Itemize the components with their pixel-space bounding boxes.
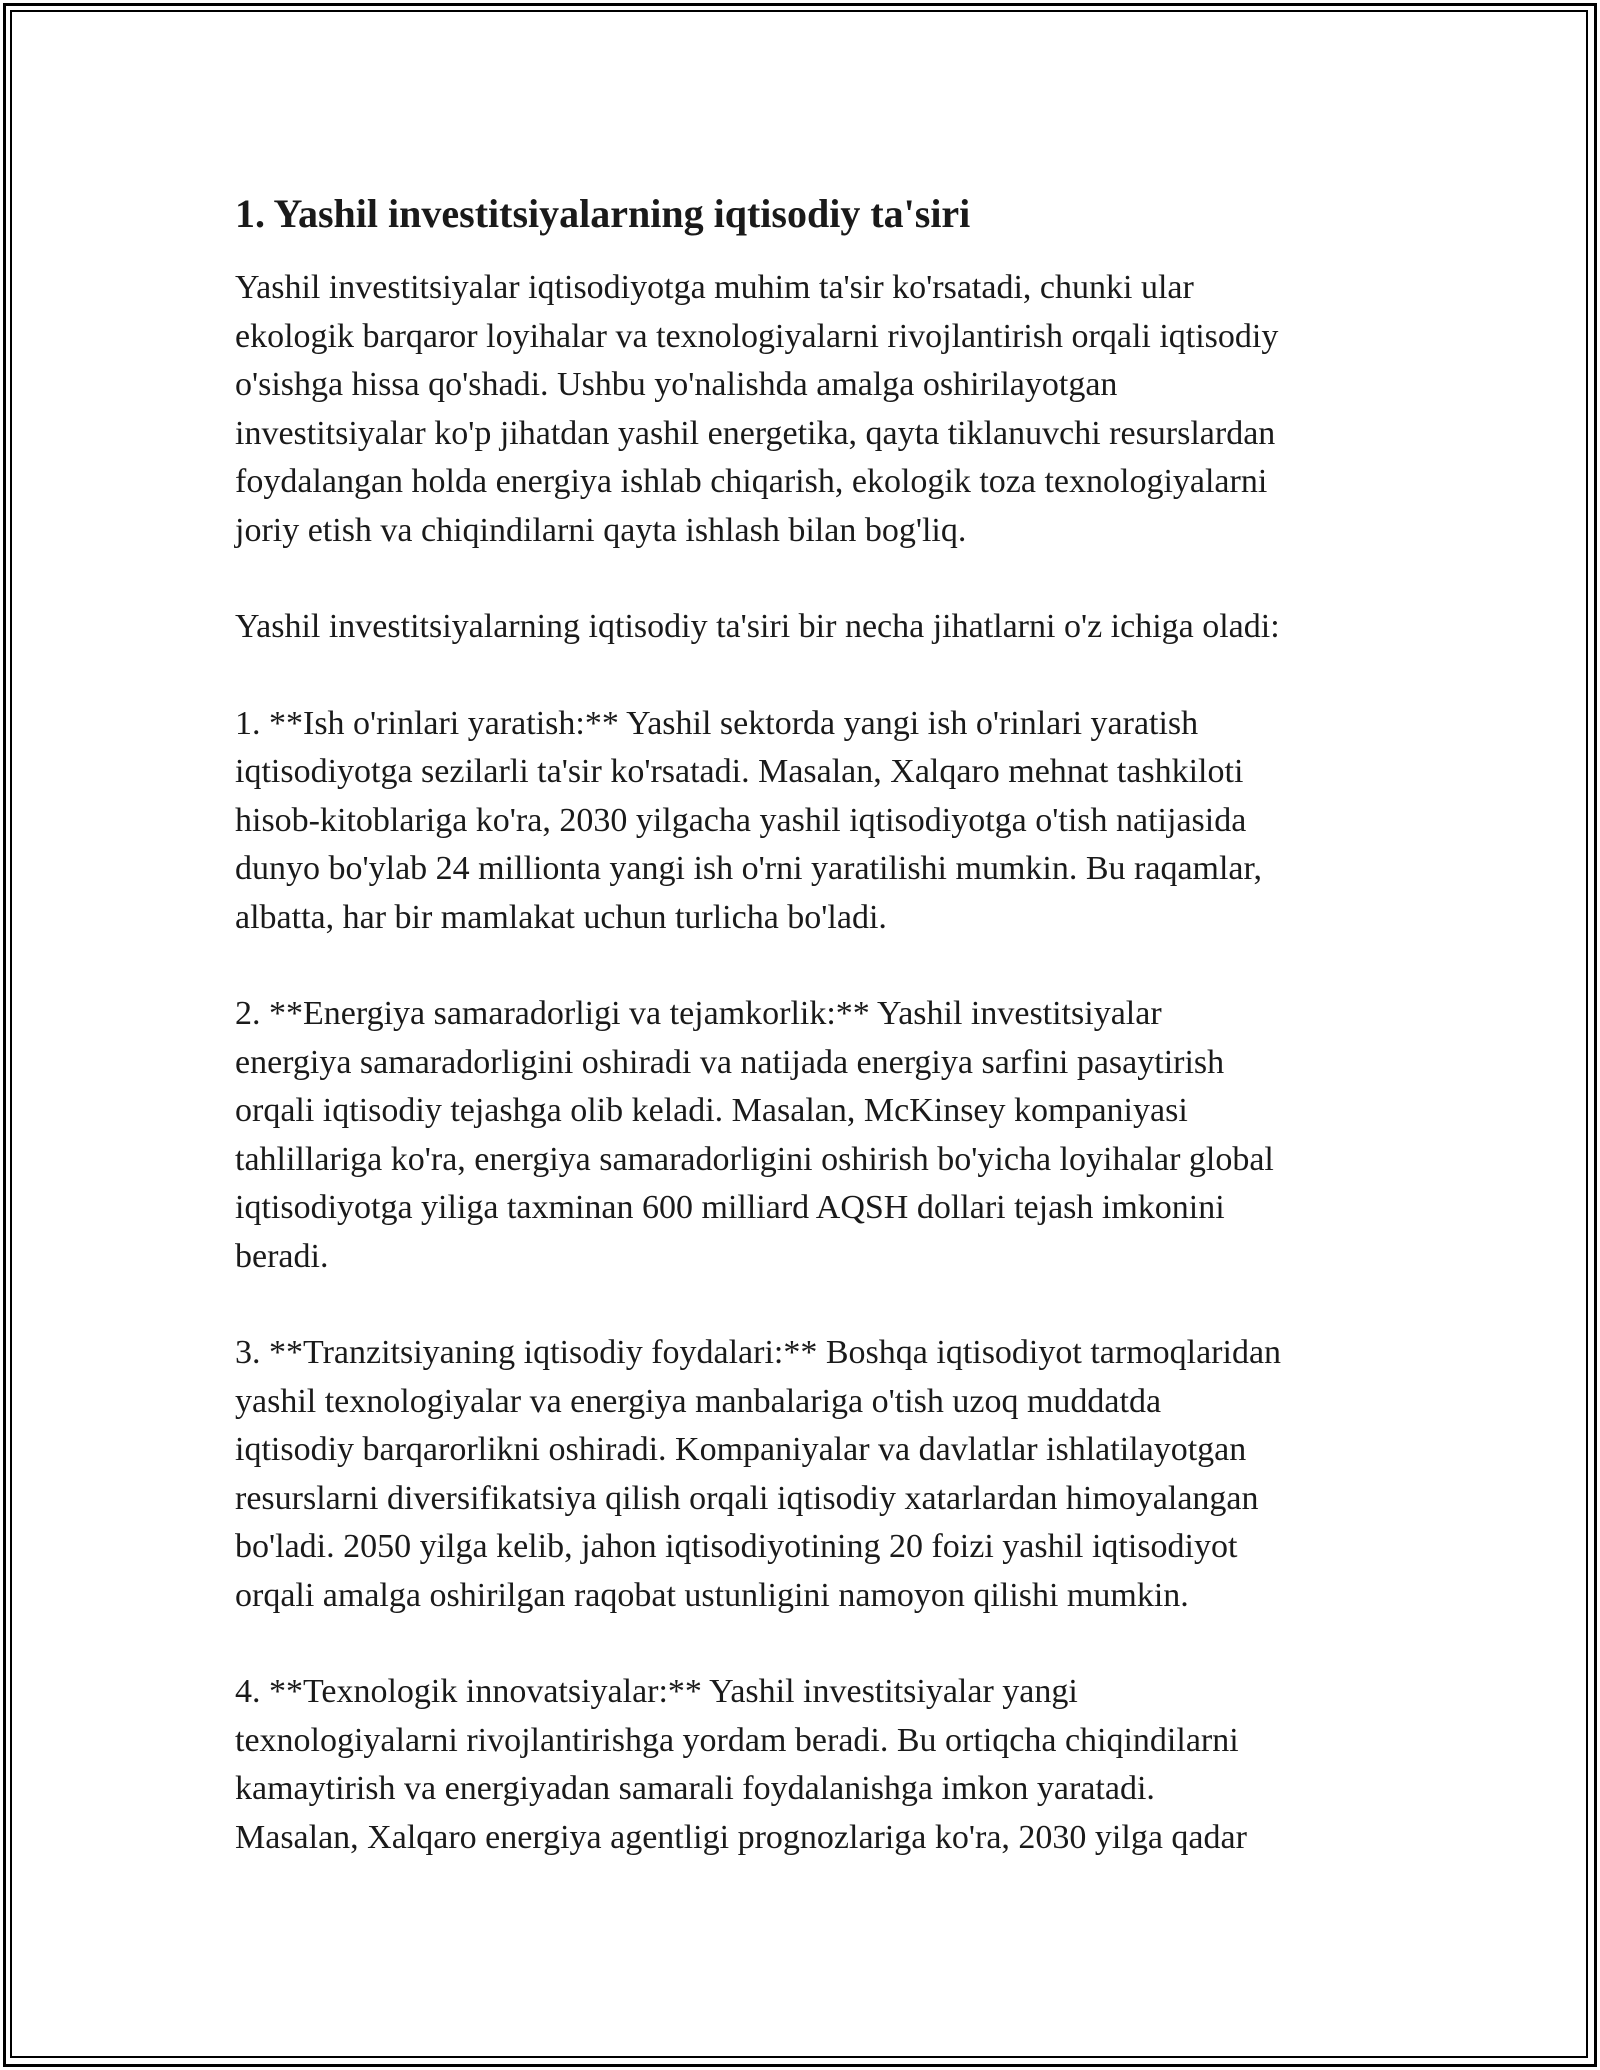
list-item-tech-innovation <box>235 1668 1375 1862</box>
text-line: investitsiyalar ko'p jihatdan yashil energetika, qayta tiklanuvchi resurslardan <box>235 414 1276 452</box>
text-line: Yashil investitsiyalar iqtisodiyotga muhim ta'sir ko'rsatadi, chunki ular <box>235 269 1194 306</box>
paragraph-lead-in <box>235 603 1375 652</box>
list-item-transition-benefits <box>235 1329 1375 1620</box>
text-line: joriy etish va chiqindilarni qayta ishlash bilan bog'liq. <box>235 511 967 549</box>
text-line: kamaytirish va energiyadan samarali foydalanishga imkon yaratadi. <box>235 1770 1155 1807</box>
text-line: 3. **Tranzitsiyaning iqtisodiy foydalari:** Boshqa iqtisodiyot tarmoqlaridan <box>235 1334 1282 1371</box>
text-line: hisob-kitoblariga ko'ra, 2030 yilgacha yashil iqtisodiyotga o'tish natijasida <box>235 801 1247 839</box>
text-line: energiya samaradorligini oshiradi va natijada energiya sarfini pasaytirish <box>235 1043 1225 1081</box>
text-line: foydalangan holda energiya ishlab chiqarish, ekologik toza texnologiyalarni <box>235 463 1268 500</box>
text-line: orqali amalga oshirilgan raqobat ustunligini namoyon qilishi mumkin. <box>235 1576 1189 1614</box>
text-line: Masalan, Xalqaro energiya agentligi prognozlariga ko'ra, 2030 yilga qadar <box>235 1818 1247 1856</box>
paragraph-intro <box>235 264 1375 555</box>
text-line: 2. **Energiya samaradorligi va tejamkorlik:** Yashil investitsiyalar <box>235 995 1162 1032</box>
text-line: texnologiyalarni rivojlantirishga yordam beradi. Bu ortiqcha chiqindilarni <box>235 1721 1239 1759</box>
text-line: iqtisodiy barqarorlikni oshiradi. Kompaniyalar va davlatlar ishlatilayotgan <box>235 1431 1247 1468</box>
text-line: ekologik barqaror loyihalar va texnologiyalarni rivojlantirish orqali iqtisodiy <box>235 317 1279 355</box>
list-item-energy-efficiency <box>235 990 1375 1281</box>
text-line: orqali iqtisodiy tejashga olib keladi. Masalan, McKinsey kompaniyasi <box>235 1092 1188 1129</box>
text-line: yashil texnologiyalar va energiya manbalariga o'tish uzoq muddatda <box>235 1382 1162 1420</box>
text-line: tahlillariga ko'ra, energiya samaradorligini oshirish bo'yicha loyihalar global <box>235 1140 1274 1178</box>
list-item-jobs <box>235 700 1375 943</box>
text-line: bo'ladi. 2050 yilga kelib, jahon iqtisodiyotining 20 foizi yashil iqtisodiyot <box>235 1528 1238 1565</box>
text-line: beradi. <box>235 1237 329 1275</box>
text-line: 1. **Ish o'rinlari yaratish:** Yashil sektorda yangi ish o'rinlari yaratish <box>235 704 1199 742</box>
text-line: albatta, har bir mamlakat uchun turlicha bo'ladi. <box>235 898 887 936</box>
section-heading: 1. Yashil investitsiyalarning iqtisodiy ta'siri <box>235 191 971 236</box>
document-body <box>235 182 1375 1862</box>
text-line: iqtisodiyotga yiliga taxminan 600 milliard AQSH dollari tejash imkonini <box>235 1189 1225 1226</box>
text-line: 4. **Texnologik innovatsiyalar:** Yashil investitsiyalar yangi <box>235 1673 1078 1710</box>
text-line: dunyo bo'ylab 24 millionta yangi ish o'rni yaratilishi mumkin. Bu raqamlar, <box>235 850 1262 887</box>
text-line: Yashil investitsiyalarning iqtisodiy ta'siri bir necha jihatlarni o'z ichiga oladi: <box>235 608 1280 645</box>
text-line: o'sishga hissa qo'shadi. Ushbu yo'nalishda amalga oshirilayotgan <box>235 366 1118 403</box>
text-line: resurslarni diversifikatsiya qilish orqali iqtisodiy xatarlardan himoyalangan <box>235 1479 1259 1517</box>
text-line: iqtisodiyotga sezilarli ta'sir ko'rsatadi. Masalan, Xalqaro mehnat tashkiloti <box>235 753 1244 790</box>
